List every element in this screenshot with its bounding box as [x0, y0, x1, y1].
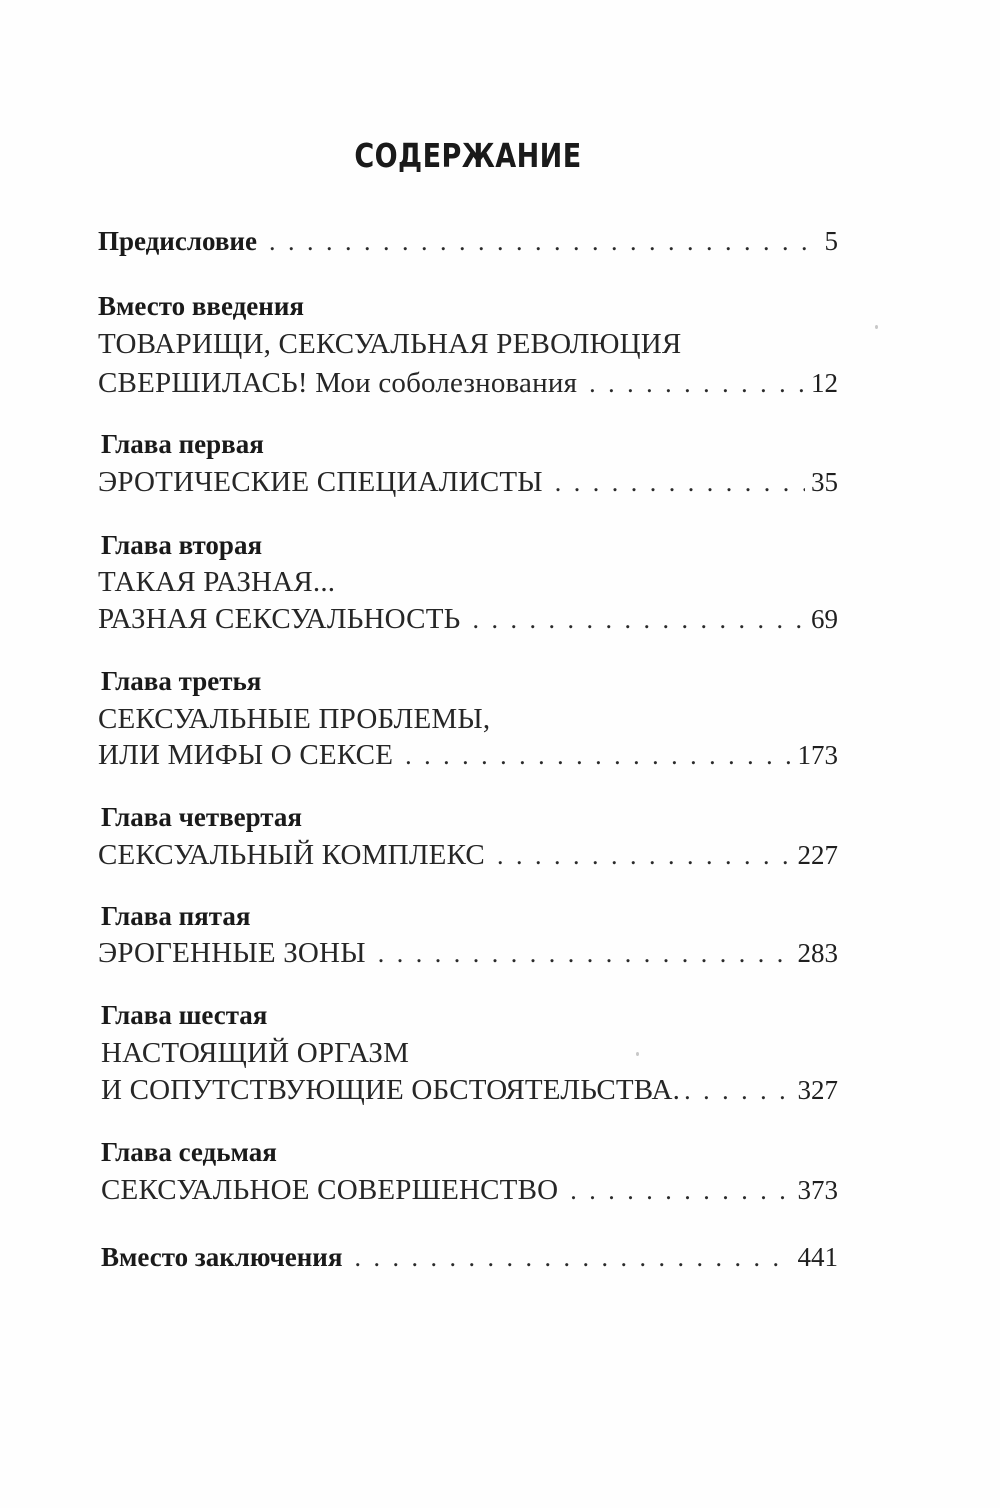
dot-leader: [497, 837, 792, 875]
toc-page-number: 283: [797, 938, 838, 968]
toc-chapter-4-label: Глава четвертая: [101, 802, 303, 832]
toc-chapter-6-title-line[interactable]: НАСТОЯЩИЙ ОРГАЗМ: [101, 1037, 410, 1069]
toc-entry-intro-title-line[interactable]: ТОВАРИЩИ, СЕКСУАЛЬНАЯ РЕВОЛЮЦИЯ: [98, 328, 682, 360]
dot-leader: [589, 365, 805, 403]
toc-chapter-1[interactable]: [98, 463, 838, 501]
paper-speck: [636, 1052, 639, 1056]
toc-chapter-5-label: Глава пятая: [101, 901, 251, 931]
dot-leader: [684, 1072, 791, 1110]
dot-leader: [570, 1172, 791, 1210]
toc-entry-label: Вместо заключения: [101, 1242, 343, 1272]
toc-chapter-4[interactable]: [98, 836, 838, 874]
toc-chapter-3-title-line[interactable]: СЕКСУАЛЬНЫЕ ПРОБЛЕМЫ,: [98, 703, 491, 735]
paper-speck: [875, 325, 878, 329]
toc-entry-intro[interactable]: [98, 364, 838, 402]
toc-chapter-1-label: Глава первая: [101, 429, 264, 459]
toc-page-number: 327: [797, 1075, 838, 1105]
page-title: СОДЕРЖАНИЕ: [354, 136, 582, 175]
toc-chapter-7[interactable]: [101, 1171, 838, 1209]
toc-chapter-3-label: Глава третья: [101, 666, 262, 696]
toc-entry-title-line: СВЕРШИЛАСЬ! Мои соболезнования: [98, 367, 578, 399]
toc-entry-title-line: ЭРОГЕННЫЕ ЗОНЫ: [98, 937, 366, 969]
toc-chapter-6-label: Глава шестая: [101, 1000, 268, 1030]
toc-entry-title-line: СЕКСУАЛЬНЫЙ КОМПЛЕКС: [98, 839, 485, 871]
toc-page-number: 227: [797, 840, 838, 870]
toc-chapter-2[interactable]: [98, 600, 838, 638]
toc-entry-conclusion[interactable]: [101, 1238, 838, 1276]
toc-entry-intro-label: Вместо введения: [98, 291, 305, 321]
toc-chapter-2-title-line[interactable]: ТАКАЯ РАЗНАЯ...: [98, 566, 336, 598]
toc-page-number: 35: [811, 467, 838, 497]
toc-page-number: 173: [797, 740, 838, 770]
toc-chapter-6[interactable]: [101, 1071, 838, 1109]
dot-leader: [555, 464, 805, 502]
toc-entry-preface[interactable]: [98, 222, 838, 260]
toc-page-number: 69: [811, 604, 838, 634]
toc-page-number: 373: [797, 1175, 838, 1205]
toc-chapter-3[interactable]: [98, 736, 838, 774]
toc-entry-title-line: ЭРОТИЧЕСКИЕ СПЕЦИАЛИСТЫ: [98, 466, 543, 498]
dot-leader: [473, 601, 806, 639]
dot-leader: [378, 935, 792, 973]
toc-entry-title-line: ИЛИ МИФЫ О СЕКСЕ: [98, 739, 394, 771]
dot-leader: [354, 1239, 791, 1277]
toc-chapter-5[interactable]: [98, 934, 838, 972]
dot-leader: [405, 737, 791, 775]
toc-entry-title-line: И СОПУТСТВУЮЩИЕ ОБСТОЯТЕЛЬСТВА.: [101, 1074, 681, 1106]
toc-chapter-2-label: Глава вторая: [101, 530, 263, 560]
toc-page-number: 441: [797, 1242, 838, 1272]
toc-entry-title-line: РАЗНАЯ СЕКСУАЛЬНОСТЬ: [98, 603, 461, 635]
toc-entry-title-line: СЕКСУАЛЬНОЕ СОВЕРШЕНСТВО: [101, 1174, 559, 1206]
toc-chapter-7-label: Глава седьмая: [101, 1137, 277, 1167]
toc-page-number: 12: [811, 368, 838, 398]
dot-leader: [269, 223, 819, 261]
toc-page-number: 5: [824, 226, 838, 256]
toc-entry-label: Предисловие: [98, 226, 257, 256]
